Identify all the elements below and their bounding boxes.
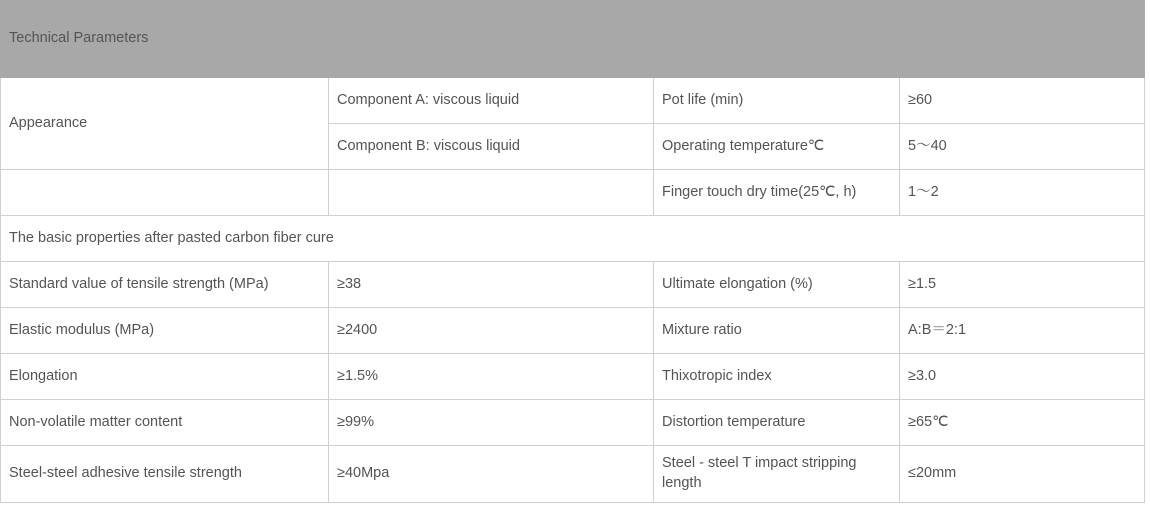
table-row <box>1 308 1145 354</box>
elongation-value: ≥1.5% <box>329 354 654 400</box>
table-row <box>1 354 1145 400</box>
elastic-modulus-label: Elastic modulus (MPa) <box>1 308 329 354</box>
steel-steel-adhesive-value: ≥40Mpa <box>329 446 654 503</box>
table-row <box>1 262 1145 308</box>
finger-touch-dry-time-value: 1～2 <box>900 170 1145 216</box>
table-header-row <box>1 1 1145 78</box>
table-row <box>1 170 1145 216</box>
non-volatile-matter-value: ≥99% <box>329 400 654 446</box>
ultimate-elongation-label: Ultimate elongation (%) <box>654 262 900 308</box>
thixotropic-index-value: ≥3.0 <box>900 354 1145 400</box>
tensile-strength-label: Standard value of tensile strength (MPa) <box>1 262 329 308</box>
distortion-temperature-label: Distortion temperature <box>654 400 900 446</box>
mixture-ratio-value: A:B＝2:1 <box>900 308 1145 354</box>
steel-t-impact-stripping-label: Steel - steel T impact stripping length <box>654 446 900 503</box>
component-b-value: Component B: viscous liquid <box>329 124 654 170</box>
operating-temperature-label: Operating temperature℃ <box>654 124 900 170</box>
mixture-ratio-label: Mixture ratio <box>654 308 900 354</box>
pot-life-value: ≥60 <box>900 78 1145 124</box>
table-row <box>1 400 1145 446</box>
elastic-modulus-value: ≥2400 <box>329 308 654 354</box>
table-row <box>1 446 1145 503</box>
table-row <box>1 78 1145 124</box>
empty-cell-middle <box>329 170 654 216</box>
thixotropic-index-label: Thixotropic index <box>654 354 900 400</box>
pot-life-label: Pot life (min) <box>654 78 900 124</box>
appearance-label: Appearance <box>1 78 329 170</box>
empty-cell-left <box>1 170 329 216</box>
table-section-row <box>1 216 1145 262</box>
table-title: Technical Parameters <box>1 1 1145 78</box>
section-title: The basic properties after pasted carbon fiber cure <box>1 216 1145 262</box>
finger-touch-dry-time-label: Finger touch dry time(25℃, h) <box>654 170 900 216</box>
operating-temperature-value: 5～40 <box>900 124 1145 170</box>
distortion-temperature-value: ≥65℃ <box>900 400 1145 446</box>
ultimate-elongation-value: ≥1.5 <box>900 262 1145 308</box>
steel-t-impact-stripping-value: ≤20mm <box>900 446 1145 503</box>
tensile-strength-value: ≥38 <box>329 262 654 308</box>
component-a-value: Component A: viscous liquid <box>329 78 654 124</box>
non-volatile-matter-label: Non-volatile matter content <box>1 400 329 446</box>
elongation-label: Elongation <box>1 354 329 400</box>
steel-steel-adhesive-label: Steel-steel adhesive tensile strength <box>1 446 329 503</box>
